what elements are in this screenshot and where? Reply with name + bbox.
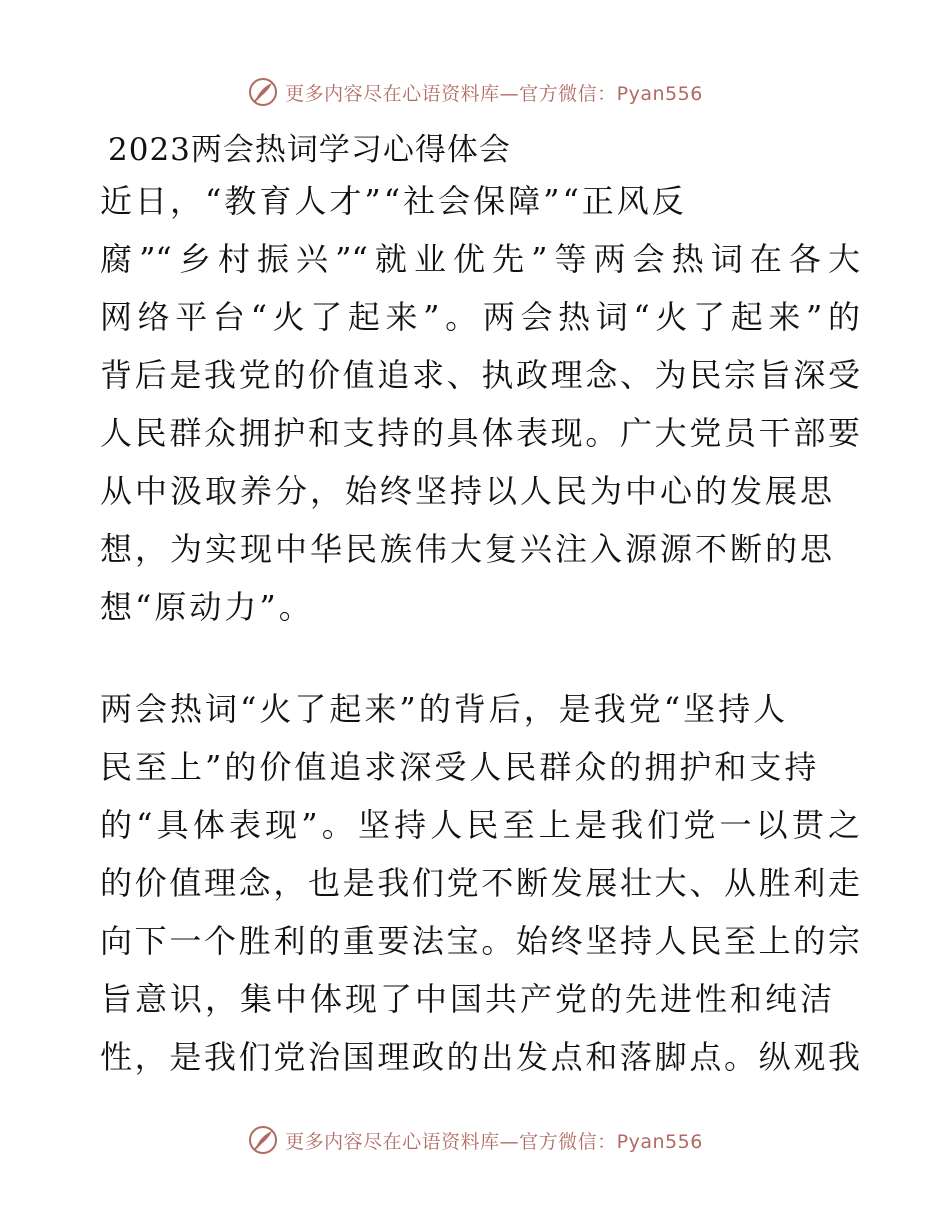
watermark-text: 更多内容尽在心语资料库—官方微信：Pyan556 [285, 82, 703, 105]
paragraph-line: 网络平台“火了起来”。两会热词“火了起来”的 [100, 298, 860, 336]
paragraph-line: 的价值理念，也是我们党不断发展壮大、从胜利走 [100, 864, 860, 902]
header-watermark [0, 72, 950, 112]
paragraph-line: 民至上”的价值追求深受人民群众的拥护和支持 [100, 748, 820, 786]
paragraph-2 [100, 680, 860, 1086]
paragraph-1 [100, 172, 860, 636]
paragraph-line: 想“原动力”。 [100, 588, 314, 626]
paragraph-line: 腐”“乡村振兴”“就业优先”等两会热词在各大 [100, 240, 860, 278]
paragraph-line: 人民群众拥护和支持的具体表现。广大党员干部要 [100, 414, 860, 452]
paragraph-line: 近日，“教育人才”“社会保障”“正风反 [100, 182, 687, 220]
paragraph-line: 旨意识，集中体现了中国共产党的先进性和纯洁 [100, 980, 836, 1018]
paragraph-line: 从中汲取养分，始终坚持以人民为中心的发展思 [100, 472, 836, 510]
paragraph-line: 向下一个胜利的重要法宝。始终坚持人民至上的宗 [100, 922, 860, 960]
watermark-text: 更多内容尽在心语资料库—官方微信：Pyan556 [285, 1130, 703, 1153]
document-title: 2023两会热词学习心得体会 [108, 132, 511, 168]
feather-seal-icon [247, 1124, 279, 1156]
paragraph-line: 想，为实现中华民族伟大复兴注入源源不断的思 [100, 530, 836, 568]
feather-seal-icon [247, 76, 279, 108]
paragraph-line: 两会热词“火了起来”的背后，是我党“坚持人 [100, 690, 789, 728]
paragraph-line: 的“具体表现”。坚持人民至上是我们党一以贯之 [100, 806, 860, 844]
paragraph-line: 性，是我们党治国理政的出发点和落脚点。纵观我 [100, 1038, 860, 1076]
paragraph-line: 背后是我党的价值追求、执政理念、为民宗旨深受 [100, 356, 860, 394]
footer-watermark [0, 1120, 950, 1160]
